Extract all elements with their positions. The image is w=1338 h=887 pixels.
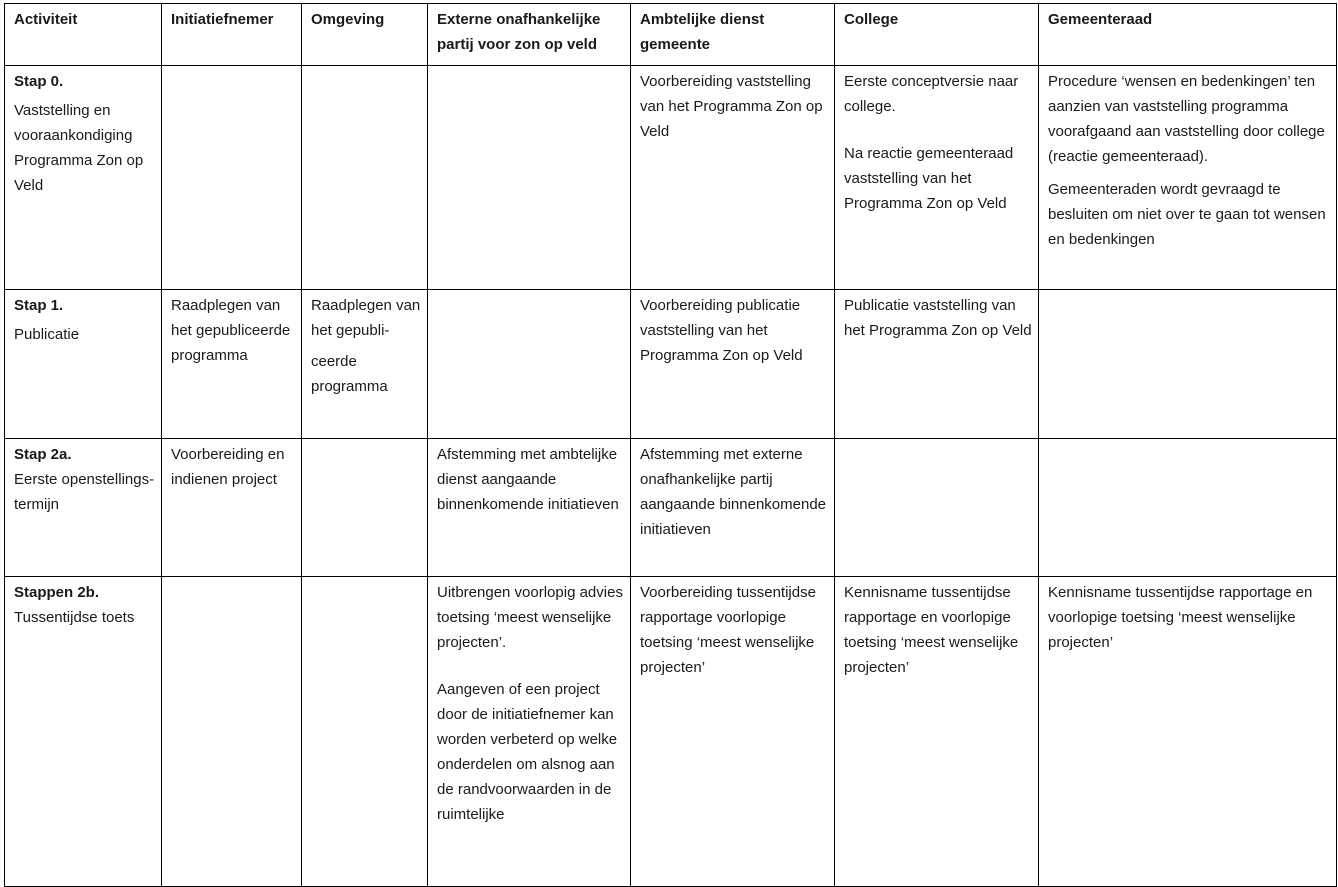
cell-text: ceerde programma [311,353,388,395]
gemeenteraad-cell [1039,66,1337,290]
cell-text: Afstemming met ambtelijke dienst aangaande binnenkomende initiatieven [437,446,619,513]
gemeenteraad-cell [1039,577,1337,887]
extern-cell [428,66,631,290]
college-cell [835,439,1039,577]
cell-text: Afstemming met externe onafhankelijke partij aangaande binnenkomende initiatieven [640,446,826,538]
table-row [5,66,1337,290]
activity-cell [5,439,162,577]
initiatiefnemer-cell [162,290,302,439]
step-title: Stap 1. [14,297,64,314]
header-omgeving: Omgeving [302,4,428,66]
cell-text: Voorbereiding vaststelling van het Programma Zon op Veld [640,73,823,140]
table-row [5,577,1337,887]
cell-text: Gemeenteraden wordt gevraagd te besluiten om niet over te gaan tot wensen en bedenkingen [1048,181,1326,248]
cell-text: Procedure ‘wensen en bedenkingen’ ten aanzien van vaststelling programma voorafgaand aan vaststelling door college (reactie gemeenteraad). [1048,73,1325,165]
cell-text: Kennisname tussentijdse rapportage en voorlopige toetsing ‘meest wenselijke projecten’ [1048,584,1313,651]
initiatiefnemer-cell [162,439,302,577]
step-title: Stap 0. [14,73,64,90]
initiatiefnemer-cell [162,66,302,290]
step-description: Eerste openstellings-termijn [14,471,155,513]
header-ambtelijk: Ambtelijke dienst gemeente [631,4,835,66]
omgeving-cell [302,577,428,887]
omgeving-cell [302,439,428,577]
header-activiteit: Activiteit [5,4,162,66]
header-gemeenteraad: Gemeenteraad [1039,4,1337,66]
step-title: Stappen 2b. [14,584,100,601]
table-row [5,290,1337,439]
cell-text: Aangeven of een project door de initiatiefnemer kan worden verbeterd op welke onderdelen om alsnog aan de randvoorwaarden in de ruimtelijke [437,681,618,823]
cell-text: Eerste conceptversie naar college. [844,73,1019,115]
cell-text: Publicatie vaststelling van het Programma Zon op Veld [844,297,1032,339]
college-cell [835,577,1039,887]
gemeenteraad-cell [1039,439,1337,577]
omgeving-cell [302,66,428,290]
gemeenteraad-cell [1039,290,1337,439]
cell-text: Voorbereiding publicatie vaststelling van het Programma Zon op Veld [640,297,803,364]
table-row [5,439,1337,577]
activity-cell [5,290,162,439]
cell-text: Uitbrengen voorlopig advies toetsing ‘meest wenselijke projecten’. [437,584,623,651]
extern-cell [428,439,631,577]
ambtelijk-cell [631,290,835,439]
extern-cell [428,577,631,887]
cell-text: Kennisname tussentijdse rapportage en voorlopige toetsing ‘meest wenselijke projecten’ [844,584,1019,676]
step-description: Vaststelling en vooraankondiging Programma Zon op Veld [14,102,144,194]
college-cell [835,66,1039,290]
header-college: College [835,4,1039,66]
cell-text: Voorbereiding tussentijdse rapportage voorlopige toetsing ‘meest wenselijke projecten’ [640,584,816,676]
ambtelijk-cell [631,66,835,290]
cell-text: Raadplegen van het gepubliceerde programma [171,297,291,364]
cell-text: Raadplegen van het gepubli- [311,297,421,339]
ambtelijk-cell [631,439,835,577]
activity-cell [5,66,162,290]
ambtelijk-cell [631,577,835,887]
step-description: Tussentijdse toets [14,609,135,626]
header-row [5,4,1337,66]
step-title: Stap 2a. [14,446,72,463]
activity-cell [5,577,162,887]
cell-text: Na reactie gemeenteraad vaststelling van het Programma Zon op Veld [844,145,1014,212]
omgeving-cell [302,290,428,439]
college-cell [835,290,1039,439]
step-description: Publicatie [14,326,80,343]
header-extern: Externe onafhankelijke partij voor zon op veld [428,4,631,66]
header-initiatiefnemer: Initiatiefnemer [162,4,302,66]
cell-text: Voorbereiding en indienen project [171,446,285,488]
extern-cell [428,290,631,439]
procedure-table [4,3,1337,887]
initiatiefnemer-cell [162,577,302,887]
